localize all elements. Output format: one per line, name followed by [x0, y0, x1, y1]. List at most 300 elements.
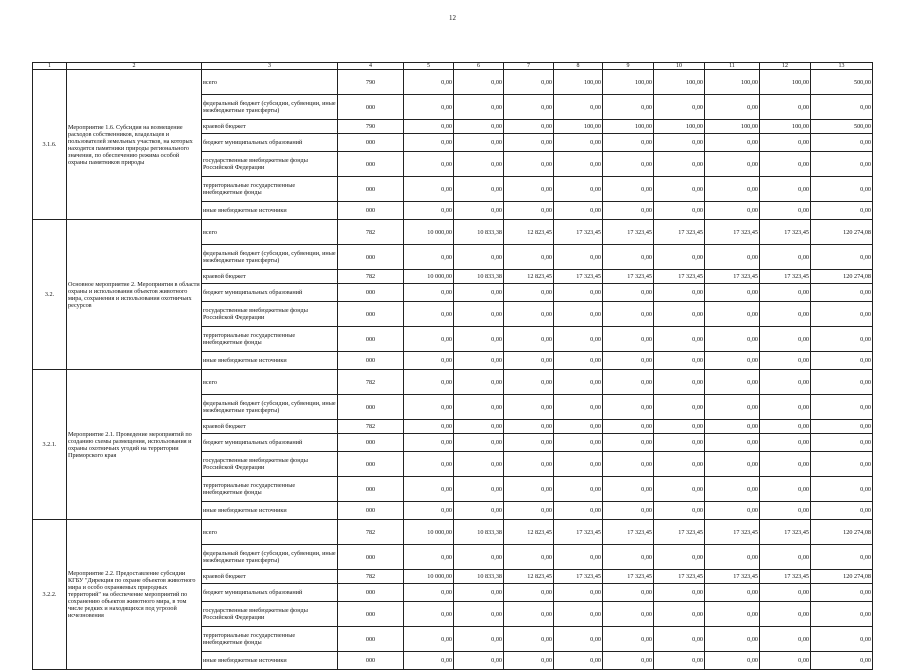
grbs-code: 782 [338, 520, 404, 545]
amount-cell: 0,00 [554, 434, 603, 452]
amount-cell: 0,00 [504, 152, 554, 177]
amount-cell: 0,00 [603, 602, 654, 627]
amount-cell: 0,00 [504, 202, 554, 220]
amount-cell: 0,00 [554, 284, 603, 302]
table-row [33, 70, 873, 95]
amount-cell: 0,00 [705, 477, 760, 502]
amount-cell: 0,00 [454, 120, 504, 134]
activity-name: Основное мероприятие 2. Мероприятия в области охраны и использования объектов животного мира, сохранения и использования охотничьих ресурсов [67, 220, 202, 370]
amount-cell: 0,00 [554, 395, 603, 420]
amount-cell: 0,00 [705, 602, 760, 627]
amount-cell: 0,00 [454, 652, 504, 670]
amount-cell: 0,00 [454, 302, 504, 327]
amount-cell: 0,00 [404, 477, 454, 502]
funding-source: иные внебюджетные источники [202, 652, 338, 670]
table-row [33, 220, 873, 245]
amount-cell: 0,00 [504, 284, 554, 302]
amount-cell: 0,00 [705, 245, 760, 270]
amount-cell: 120 274,08 [811, 220, 873, 245]
amount-cell: 17 323,45 [554, 220, 603, 245]
amount-cell: 100,00 [603, 120, 654, 134]
amount-cell: 0,00 [654, 370, 705, 395]
amount-cell: 0,00 [760, 652, 811, 670]
amount-cell: 0,00 [454, 70, 504, 95]
amount-cell: 0,00 [404, 327, 454, 352]
amount-cell: 0,00 [705, 284, 760, 302]
amount-cell: 0,00 [454, 477, 504, 502]
amount-cell: 0,00 [654, 602, 705, 627]
amount-cell: 0,00 [811, 652, 873, 670]
amount-cell: 0,00 [811, 452, 873, 477]
funding-source: бюджет муниципальных образований [202, 434, 338, 452]
amount-cell: 0,00 [454, 434, 504, 452]
funding-source: федеральный бюджет (субсидии, субвенции, иные межбюджетные трансферты) [202, 395, 338, 420]
amount-cell: 0,00 [454, 95, 504, 120]
grbs-code: 782 [338, 220, 404, 245]
amount-cell: 0,00 [705, 134, 760, 152]
funding-source: всего [202, 220, 338, 245]
amount-cell: 0,00 [760, 302, 811, 327]
amount-cell: 17 323,45 [654, 270, 705, 284]
budget-table [32, 62, 873, 670]
amount-cell: 0,00 [760, 545, 811, 570]
amount-cell: 0,00 [603, 434, 654, 452]
amount-cell: 17 323,45 [705, 220, 760, 245]
amount-cell: 0,00 [760, 134, 811, 152]
amount-cell: 17 323,45 [760, 520, 811, 545]
column-header: 4 [338, 63, 404, 70]
amount-cell: 0,00 [760, 202, 811, 220]
amount-cell: 0,00 [705, 452, 760, 477]
amount-cell: 0,00 [654, 545, 705, 570]
amount-cell: 17 323,45 [554, 570, 603, 584]
grbs-code: 000 [338, 545, 404, 570]
activity-code: 3.1.6. [33, 70, 67, 220]
amount-cell: 0,00 [654, 245, 705, 270]
column-header: 2 [67, 63, 202, 70]
amount-cell: 17 323,45 [760, 570, 811, 584]
amount-cell: 0,00 [705, 202, 760, 220]
activity-name: Мероприятие 2.1. Проведение мероприятий по созданию схемы размещения, использования и охраны охотничьих угодий на территории Приморского края [67, 370, 202, 520]
amount-cell: 17 323,45 [705, 270, 760, 284]
funding-source: федеральный бюджет (субсидии, субвенции, иные межбюджетные трансферты) [202, 95, 338, 120]
amount-cell: 0,00 [404, 434, 454, 452]
amount-cell: 0,00 [504, 120, 554, 134]
grbs-code: 000 [338, 502, 404, 520]
grbs-code: 000 [338, 152, 404, 177]
amount-cell: 0,00 [454, 152, 504, 177]
amount-cell: 0,00 [454, 395, 504, 420]
amount-cell: 0,00 [554, 602, 603, 627]
funding-source: всего [202, 520, 338, 545]
funding-source: территориальные государственные внебюджетные фонды [202, 627, 338, 652]
amount-cell: 0,00 [811, 434, 873, 452]
amount-cell: 0,00 [603, 452, 654, 477]
column-header: 5 [404, 63, 454, 70]
grbs-code: 790 [338, 120, 404, 134]
amount-cell: 0,00 [404, 420, 454, 434]
amount-cell: 0,00 [554, 177, 603, 202]
amount-cell: 0,00 [554, 420, 603, 434]
amount-cell: 0,00 [654, 395, 705, 420]
amount-cell: 0,00 [760, 584, 811, 602]
amount-cell: 0,00 [760, 284, 811, 302]
amount-cell: 120 274,08 [811, 520, 873, 545]
funding-source: государственные внебюджетные фонды Российской Федерации [202, 452, 338, 477]
amount-cell: 12 823,45 [504, 220, 554, 245]
amount-cell: 17 323,45 [654, 520, 705, 545]
funding-source: краевой бюджет [202, 120, 338, 134]
amount-cell: 0,00 [404, 202, 454, 220]
amount-cell: 0,00 [454, 584, 504, 602]
page-number: 12 [449, 14, 456, 22]
amount-cell: 10 000,00 [404, 520, 454, 545]
funding-source: государственные внебюджетные фонды Российской Федерации [202, 602, 338, 627]
funding-source: краевой бюджет [202, 570, 338, 584]
amount-cell: 0,00 [705, 420, 760, 434]
amount-cell: 0,00 [554, 452, 603, 477]
amount-cell: 0,00 [504, 545, 554, 570]
funding-source: краевой бюджет [202, 420, 338, 434]
amount-cell: 0,00 [504, 302, 554, 327]
amount-cell: 0,00 [554, 352, 603, 370]
amount-cell: 0,00 [603, 302, 654, 327]
amount-cell: 0,00 [404, 370, 454, 395]
amount-cell: 0,00 [654, 152, 705, 177]
amount-cell: 0,00 [603, 95, 654, 120]
amount-cell: 0,00 [705, 627, 760, 652]
amount-cell: 0,00 [454, 284, 504, 302]
amount-cell: 12 823,45 [504, 520, 554, 545]
funding-source: территориальные государственные внебюджетные фонды [202, 177, 338, 202]
amount-cell: 0,00 [654, 177, 705, 202]
grbs-code: 782 [338, 370, 404, 395]
amount-cell: 0,00 [603, 177, 654, 202]
amount-cell: 0,00 [504, 602, 554, 627]
amount-cell: 0,00 [603, 370, 654, 395]
amount-cell: 0,00 [654, 327, 705, 352]
amount-cell: 17 323,45 [654, 570, 705, 584]
amount-cell: 0,00 [554, 134, 603, 152]
amount-cell: 100,00 [603, 70, 654, 95]
activity-name: Мероприятие 2.2. Предоставление субсидии КГБУ "Дирекция по охране объектов животного мира и особо охраняемых природных территорий" на обеспечение мероприятий по сохранению объектов животного мира, в том числе редких и находящихся под угрозой исчезновения [67, 520, 202, 670]
amount-cell: 100,00 [760, 70, 811, 95]
activity-code: 3.2.1. [33, 370, 67, 520]
amount-cell: 0,00 [504, 477, 554, 502]
amount-cell: 0,00 [705, 395, 760, 420]
amount-cell: 10 000,00 [404, 570, 454, 584]
amount-cell: 0,00 [760, 327, 811, 352]
amount-cell: 0,00 [760, 627, 811, 652]
amount-cell: 100,00 [554, 70, 603, 95]
activity-code: 3.2.2. [33, 520, 67, 670]
column-header: 10 [654, 63, 705, 70]
amount-cell: 0,00 [554, 584, 603, 602]
funding-source: всего [202, 70, 338, 95]
amount-cell: 0,00 [504, 95, 554, 120]
column-header: 12 [760, 63, 811, 70]
grbs-code: 000 [338, 352, 404, 370]
grbs-code: 000 [338, 177, 404, 202]
amount-cell: 17 323,45 [760, 220, 811, 245]
amount-cell: 0,00 [554, 502, 603, 520]
amount-cell: 0,00 [811, 302, 873, 327]
amount-cell: 0,00 [811, 370, 873, 395]
amount-cell: 0,00 [654, 284, 705, 302]
amount-cell: 0,00 [404, 545, 454, 570]
grbs-code: 000 [338, 584, 404, 602]
amount-cell: 0,00 [404, 70, 454, 95]
column-header: 3 [202, 63, 338, 70]
amount-cell: 0,00 [404, 152, 454, 177]
amount-cell: 0,00 [603, 477, 654, 502]
amount-cell: 100,00 [705, 120, 760, 134]
amount-cell: 0,00 [760, 245, 811, 270]
amount-cell: 0,00 [554, 202, 603, 220]
amount-cell: 0,00 [504, 584, 554, 602]
amount-cell: 0,00 [811, 627, 873, 652]
amount-cell: 0,00 [654, 95, 705, 120]
amount-cell: 12 823,45 [504, 570, 554, 584]
amount-cell: 0,00 [811, 95, 873, 120]
amount-cell: 0,00 [504, 652, 554, 670]
amount-cell: 0,00 [603, 352, 654, 370]
amount-cell: 0,00 [654, 652, 705, 670]
amount-cell: 0,00 [654, 352, 705, 370]
amount-cell: 0,00 [603, 152, 654, 177]
amount-cell: 100,00 [760, 120, 811, 134]
amount-cell: 0,00 [504, 395, 554, 420]
amount-cell: 0,00 [603, 652, 654, 670]
amount-cell: 500,00 [811, 120, 873, 134]
header-row [33, 63, 873, 70]
amount-cell: 100,00 [654, 120, 705, 134]
grbs-code: 000 [338, 95, 404, 120]
funding-source: территориальные государственные внебюджетные фонды [202, 327, 338, 352]
amount-cell: 0,00 [811, 327, 873, 352]
amount-cell: 0,00 [404, 302, 454, 327]
funding-source: бюджет муниципальных образований [202, 284, 338, 302]
grbs-code: 000 [338, 245, 404, 270]
amount-cell: 0,00 [603, 545, 654, 570]
amount-cell: 0,00 [705, 152, 760, 177]
grbs-code: 000 [338, 134, 404, 152]
amount-cell: 17 323,45 [554, 270, 603, 284]
amount-cell: 0,00 [811, 502, 873, 520]
amount-cell: 0,00 [454, 452, 504, 477]
amount-cell: 0,00 [404, 627, 454, 652]
amount-cell: 0,00 [760, 370, 811, 395]
table-row [33, 520, 873, 545]
amount-cell: 0,00 [760, 434, 811, 452]
amount-cell: 0,00 [705, 95, 760, 120]
amount-cell: 0,00 [705, 502, 760, 520]
funding-source: федеральный бюджет (субсидии, субвенции, иные межбюджетные трансферты) [202, 245, 338, 270]
amount-cell: 0,00 [504, 327, 554, 352]
grbs-code: 000 [338, 477, 404, 502]
amount-cell: 0,00 [504, 434, 554, 452]
amount-cell: 0,00 [654, 420, 705, 434]
amount-cell: 0,00 [654, 477, 705, 502]
grbs-code: 782 [338, 570, 404, 584]
amount-cell: 0,00 [554, 370, 603, 395]
grbs-code: 782 [338, 270, 404, 284]
amount-cell: 0,00 [811, 152, 873, 177]
amount-cell: 0,00 [811, 584, 873, 602]
amount-cell: 0,00 [603, 420, 654, 434]
amount-cell: 0,00 [760, 420, 811, 434]
amount-cell: 0,00 [404, 652, 454, 670]
amount-cell: 0,00 [760, 602, 811, 627]
amount-cell: 0,00 [811, 395, 873, 420]
amount-cell: 10 000,00 [404, 270, 454, 284]
amount-cell: 17 323,45 [603, 570, 654, 584]
amount-cell: 0,00 [705, 370, 760, 395]
amount-cell: 0,00 [811, 545, 873, 570]
funding-source: всего [202, 370, 338, 395]
amount-cell: 10 833,38 [454, 270, 504, 284]
funding-source: бюджет муниципальных образований [202, 584, 338, 602]
funding-source: краевой бюджет [202, 270, 338, 284]
amount-cell: 0,00 [554, 477, 603, 502]
grbs-code: 782 [338, 420, 404, 434]
amount-cell: 10 833,38 [454, 570, 504, 584]
amount-cell: 0,00 [603, 584, 654, 602]
amount-cell: 0,00 [404, 177, 454, 202]
amount-cell: 0,00 [811, 284, 873, 302]
activity-code: 3.2. [33, 220, 67, 370]
amount-cell: 17 323,45 [554, 520, 603, 545]
amount-cell: 0,00 [404, 452, 454, 477]
amount-cell: 0,00 [705, 327, 760, 352]
funding-source: государственные внебюджетные фонды Российской Федерации [202, 302, 338, 327]
column-header: 9 [603, 63, 654, 70]
amount-cell: 0,00 [811, 420, 873, 434]
amount-cell: 0,00 [760, 177, 811, 202]
amount-cell: 0,00 [654, 434, 705, 452]
amount-cell: 0,00 [811, 202, 873, 220]
amount-cell: 0,00 [404, 502, 454, 520]
amount-cell: 0,00 [554, 652, 603, 670]
amount-cell: 0,00 [603, 395, 654, 420]
amount-cell: 0,00 [554, 152, 603, 177]
column-header: 13 [811, 63, 873, 70]
amount-cell: 0,00 [404, 284, 454, 302]
amount-cell: 0,00 [504, 177, 554, 202]
amount-cell: 0,00 [454, 177, 504, 202]
amount-cell: 17 323,45 [603, 520, 654, 545]
amount-cell: 17 323,45 [603, 270, 654, 284]
amount-cell: 0,00 [454, 602, 504, 627]
amount-cell: 0,00 [454, 202, 504, 220]
amount-cell: 0,00 [554, 327, 603, 352]
amount-cell: 0,00 [760, 395, 811, 420]
funding-source: государственные внебюджетные фонды Российской Федерации [202, 152, 338, 177]
amount-cell: 0,00 [654, 502, 705, 520]
amount-cell: 0,00 [811, 477, 873, 502]
amount-cell: 0,00 [760, 477, 811, 502]
amount-cell: 0,00 [603, 502, 654, 520]
amount-cell: 0,00 [554, 245, 603, 270]
amount-cell: 0,00 [504, 502, 554, 520]
amount-cell: 0,00 [705, 302, 760, 327]
amount-cell: 17 323,45 [705, 570, 760, 584]
amount-cell: 0,00 [404, 584, 454, 602]
amount-cell: 0,00 [705, 584, 760, 602]
amount-cell: 0,00 [504, 70, 554, 95]
amount-cell: 0,00 [454, 352, 504, 370]
amount-cell: 100,00 [654, 70, 705, 95]
grbs-code: 790 [338, 70, 404, 95]
amount-cell: 0,00 [654, 584, 705, 602]
amount-cell: 0,00 [454, 245, 504, 270]
amount-cell: 0,00 [760, 502, 811, 520]
funding-source: бюджет муниципальных образований [202, 134, 338, 152]
amount-cell: 0,00 [603, 284, 654, 302]
amount-cell: 0,00 [554, 545, 603, 570]
amount-cell: 17 323,45 [603, 220, 654, 245]
grbs-code: 000 [338, 284, 404, 302]
amount-cell: 0,00 [811, 177, 873, 202]
grbs-code: 000 [338, 627, 404, 652]
amount-cell: 0,00 [705, 352, 760, 370]
amount-cell: 17 323,45 [705, 520, 760, 545]
amount-cell: 0,00 [603, 627, 654, 652]
amount-cell: 10 833,38 [454, 220, 504, 245]
funding-source: федеральный бюджет (субсидии, субвенции, иные межбюджетные трансферты) [202, 545, 338, 570]
amount-cell: 0,00 [811, 245, 873, 270]
grbs-code: 000 [338, 395, 404, 420]
table-row [33, 370, 873, 395]
amount-cell: 0,00 [603, 327, 654, 352]
amount-cell: 0,00 [504, 452, 554, 477]
amount-cell: 10 000,00 [404, 220, 454, 245]
amount-cell: 0,00 [404, 602, 454, 627]
funding-source: иные внебюджетные источники [202, 202, 338, 220]
amount-cell: 0,00 [454, 502, 504, 520]
amount-cell: 120 274,08 [811, 570, 873, 584]
amount-cell: 0,00 [504, 420, 554, 434]
amount-cell: 0,00 [603, 245, 654, 270]
amount-cell: 17 323,45 [654, 220, 705, 245]
amount-cell: 0,00 [654, 134, 705, 152]
amount-cell: 0,00 [654, 302, 705, 327]
amount-cell: 0,00 [760, 95, 811, 120]
grbs-code: 000 [338, 434, 404, 452]
amount-cell: 0,00 [760, 352, 811, 370]
amount-cell: 0,00 [705, 177, 760, 202]
column-header: 6 [454, 63, 504, 70]
amount-cell: 120 274,08 [811, 270, 873, 284]
grbs-code: 000 [338, 327, 404, 352]
amount-cell: 0,00 [454, 134, 504, 152]
amount-cell: 100,00 [705, 70, 760, 95]
grbs-code: 000 [338, 602, 404, 627]
amount-cell: 0,00 [404, 95, 454, 120]
amount-cell: 0,00 [554, 95, 603, 120]
amount-cell: 0,00 [811, 602, 873, 627]
amount-cell: 0,00 [654, 202, 705, 220]
grbs-code: 000 [338, 452, 404, 477]
amount-cell: 0,00 [654, 452, 705, 477]
amount-cell: 0,00 [811, 352, 873, 370]
activity-name: Мероприятие 1.6. Субсидия на возмещение расходов собственников, владельцев и пользователей земельных участков, на которых находятся памятники природы регионального значения, по обеспечению режима особой охраны памятников природы [67, 70, 202, 220]
amount-cell: 0,00 [705, 652, 760, 670]
amount-cell: 0,00 [811, 134, 873, 152]
amount-cell: 0,00 [705, 434, 760, 452]
funding-source: иные внебюджетные источники [202, 502, 338, 520]
funding-source: иные внебюджетные источники [202, 352, 338, 370]
